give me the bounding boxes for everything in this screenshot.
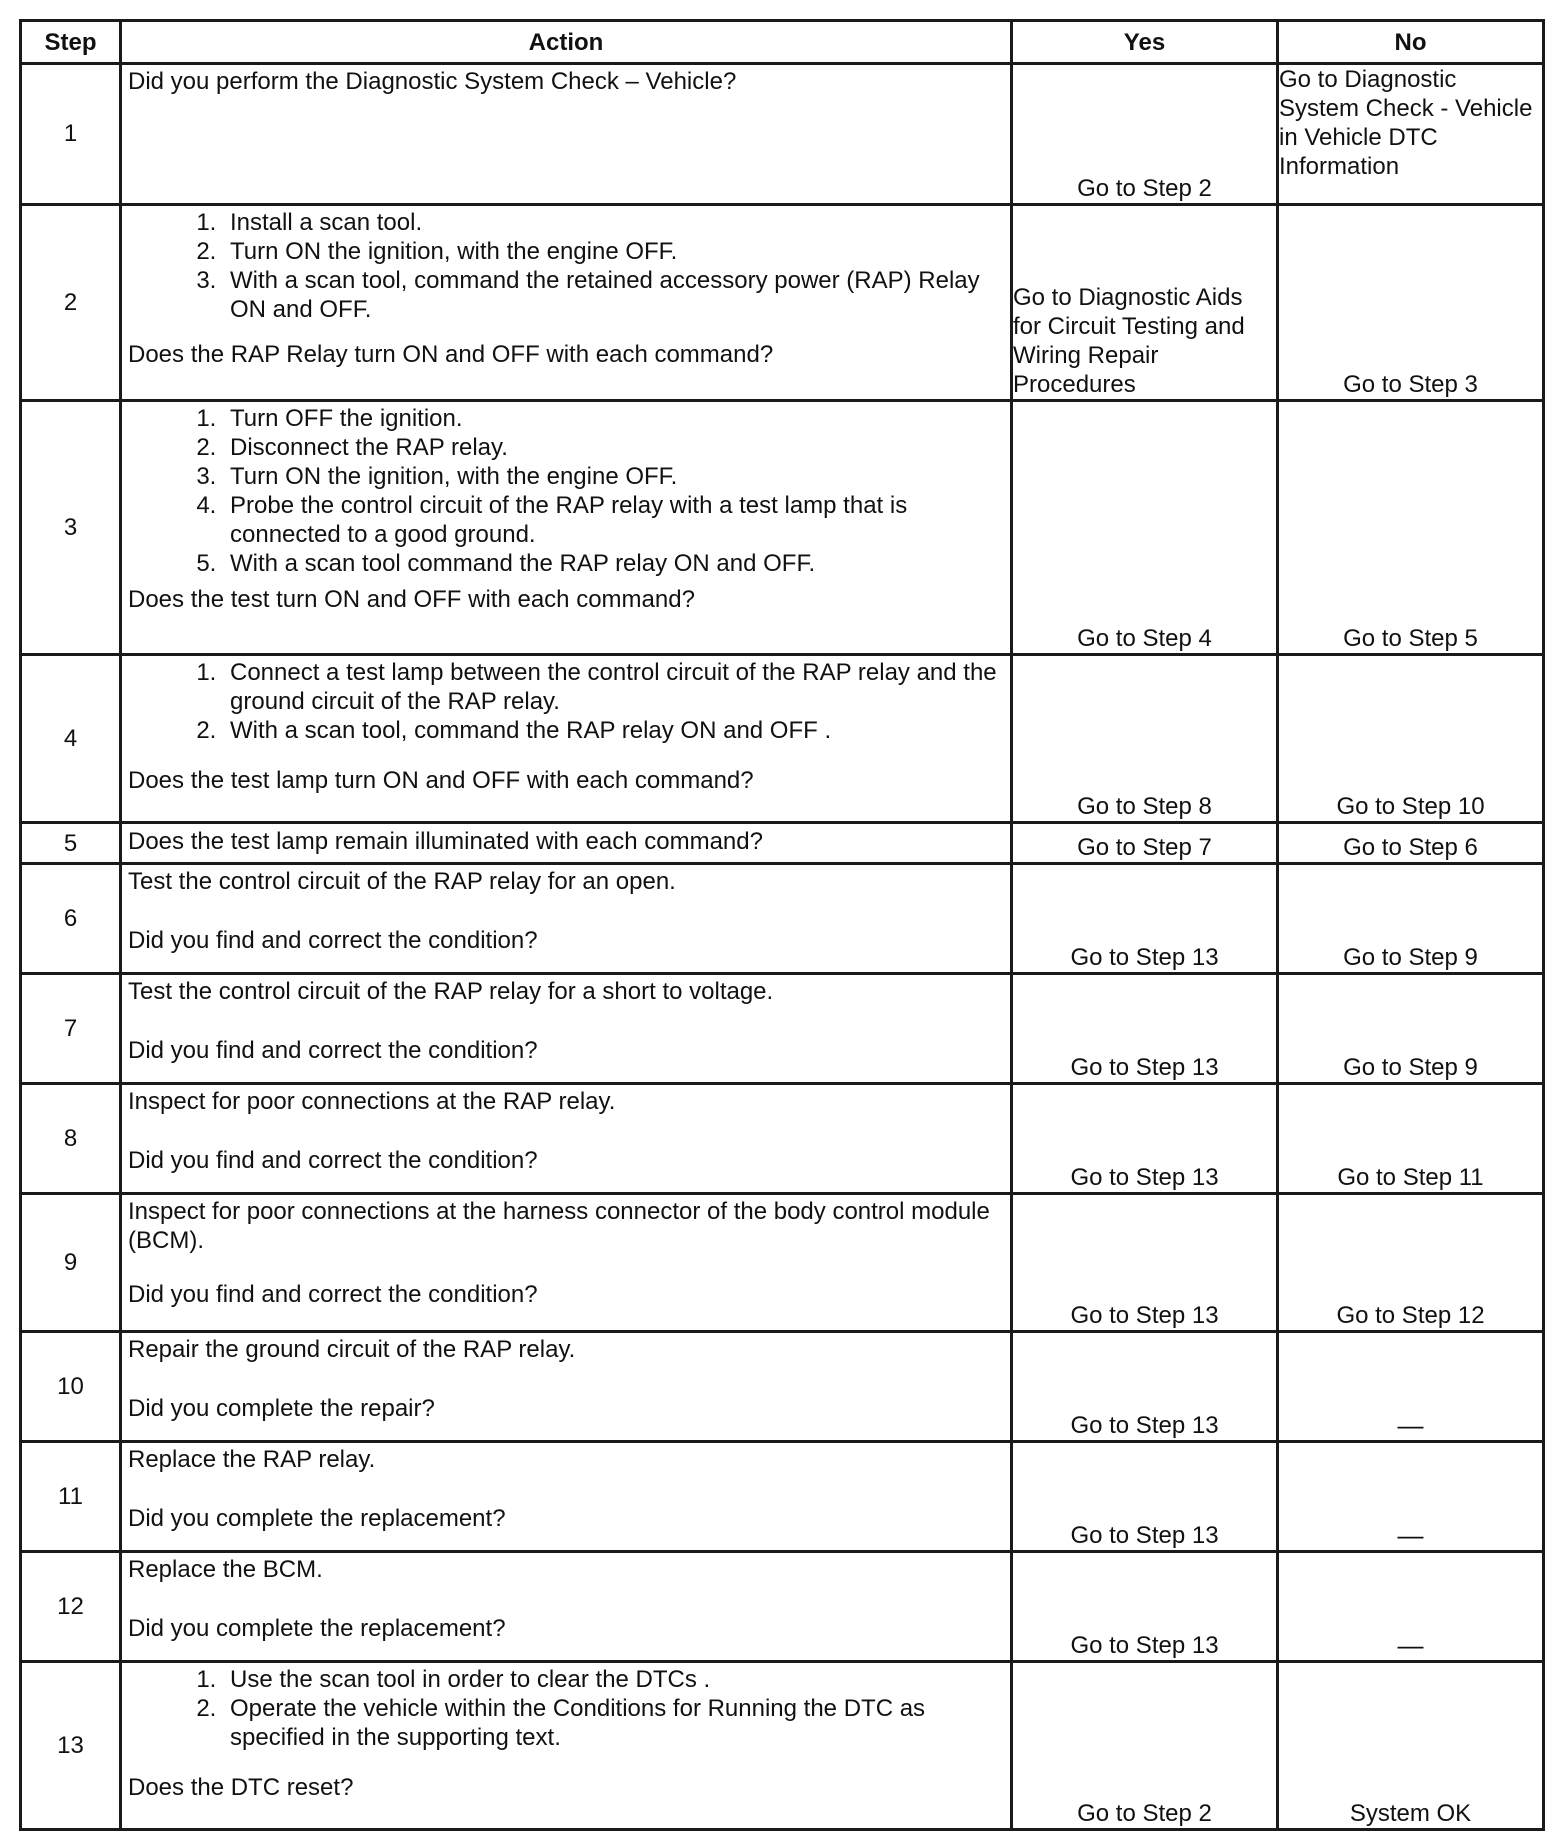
step-number: 4	[21, 655, 121, 823]
action-cell	[121, 64, 1012, 205]
no-result: —	[1278, 1332, 1544, 1442]
yes-result: Go to Step 2	[1012, 64, 1278, 205]
action-instruction: Test the control circuit of the RAP relay for a short to voltage.	[128, 978, 774, 1006]
action-cell	[121, 1084, 1012, 1194]
no-result: System OK	[1278, 1662, 1544, 1830]
table-row	[21, 64, 1544, 205]
procedure-item: 3. With a scan tool, command the retained accessory power (RAP) Relay ON and OFF.	[223, 266, 1004, 324]
table-row	[21, 655, 1544, 823]
yes-result: Go to Step 4	[1012, 400, 1278, 654]
action-question: Did you complete the replacement?	[128, 1505, 506, 1533]
table-row	[21, 400, 1544, 654]
procedure-list	[128, 1665, 1004, 1752]
procedure-item: 2. With a scan tool, command the RAP relay ON and OFF .	[223, 716, 1004, 745]
step-number: 6	[21, 864, 121, 974]
no-result: Go to Step 9	[1278, 864, 1544, 974]
action-question: Does the test turn ON and OFF with each command?	[128, 585, 695, 613]
no-result: Go to Step 6	[1278, 822, 1544, 863]
action-question: Did you complete the replacement?	[128, 1615, 506, 1643]
no-result: —	[1278, 1442, 1544, 1552]
action-question: Did you find and correct the condition?	[128, 1280, 538, 1308]
step-number: 9	[21, 1193, 121, 1331]
action-question: Did you find and correct the condition?	[128, 1037, 538, 1065]
action-cell	[121, 400, 1012, 654]
table-row	[21, 1332, 1544, 1442]
action-cell	[121, 822, 1012, 863]
action-question: Did you find and correct the condition?	[128, 1147, 538, 1175]
action-cell	[121, 1442, 1012, 1552]
action-instruction: Replace the BCM.	[128, 1556, 323, 1584]
action-cell	[121, 204, 1012, 400]
procedure-item: 4. Probe the control circuit of the RAP relay with a test lamp that is connected to a good ground.	[223, 491, 1004, 549]
header-step: Step	[21, 21, 121, 64]
table-row	[21, 1084, 1544, 1194]
yes-result: Go to Step 13	[1012, 1193, 1278, 1331]
table-row	[21, 204, 1544, 400]
table-row	[21, 864, 1544, 974]
yes-result: Go to Step 13	[1012, 864, 1278, 974]
yes-result: Go to Step 13	[1012, 1084, 1278, 1194]
yes-result: Go to Step 2	[1012, 1662, 1278, 1830]
yes-result: Go to Step 7	[1012, 822, 1278, 863]
action-instruction: Repair the ground circuit of the RAP relay.	[128, 1336, 576, 1364]
table-row	[21, 1662, 1544, 1830]
action-cell	[121, 655, 1012, 823]
procedure-item: 1. Turn OFF the ignition.	[223, 404, 1004, 433]
no-result: Go to Step 5	[1278, 400, 1544, 654]
action-instruction: Test the control circuit of the RAP relay for an open.	[128, 868, 676, 896]
table-row	[21, 822, 1544, 863]
table-row	[21, 1193, 1544, 1331]
procedure-item: 1. Use the scan tool in order to clear the DTCs .	[223, 1665, 1004, 1694]
header-action: Action	[121, 21, 1012, 64]
procedure-list	[128, 208, 1004, 324]
action-cell	[121, 1332, 1012, 1442]
procedure-item: 2. Disconnect the RAP relay.	[223, 433, 1004, 462]
procedure-item: 1. Connect a test lamp between the control circuit of the RAP relay and the ground circuit of the RAP relay.	[223, 658, 1004, 716]
yes-result: Go to Diagnostic Aids for Circuit Testing and Wiring Repair Procedures	[1012, 204, 1278, 400]
action-question: Did you complete the repair?	[128, 1395, 435, 1423]
yes-result: Go to Step 13	[1012, 1552, 1278, 1662]
no-result: Go to Diagnostic System Check - Vehicle in Vehicle DTC Information	[1278, 64, 1544, 205]
step-number: 12	[21, 1552, 121, 1662]
procedure-list	[128, 658, 1004, 745]
no-result: Go to Step 12	[1278, 1193, 1544, 1331]
action-instruction: Did you perform the Diagnostic System Check – Vehicle?	[128, 68, 737, 95]
header-row	[21, 21, 1544, 64]
action-instruction: Replace the RAP relay.	[128, 1446, 376, 1474]
no-result: Go to Step 11	[1278, 1084, 1544, 1194]
action-instruction: Inspect for poor connections at the harness connector of the body control module (BCM).	[128, 1197, 990, 1254]
table-row	[21, 974, 1544, 1084]
procedure-item: 3. Turn ON the ignition, with the engine OFF.	[223, 462, 1004, 491]
procedure-item: 1. Install a scan tool.	[223, 208, 1004, 237]
step-number: 5	[21, 822, 121, 863]
step-number: 10	[21, 1332, 121, 1442]
action-question: Does the RAP Relay turn ON and OFF with each command?	[128, 340, 774, 368]
header-no: No	[1278, 21, 1544, 64]
yes-result: Go to Step 8	[1012, 655, 1278, 823]
action-cell	[121, 864, 1012, 974]
procedure-item: 5. With a scan tool command the RAP relay ON and OFF.	[223, 549, 1004, 578]
action-question: Does the test lamp turn ON and OFF with each command?	[128, 767, 754, 795]
yes-result: Go to Step 13	[1012, 1442, 1278, 1552]
no-result: Go to Step 9	[1278, 974, 1544, 1084]
procedure-item: 2. Turn ON the ignition, with the engine OFF.	[223, 237, 1004, 266]
step-number: 1	[21, 64, 121, 205]
procedure-item: 2. Operate the vehicle within the Conditions for Running the DTC as specified in the supporting text.	[223, 1694, 1004, 1752]
action-cell	[121, 1662, 1012, 1830]
action-instruction: Inspect for poor connections at the RAP relay.	[128, 1088, 616, 1116]
step-number: 8	[21, 1084, 121, 1194]
diagnostic-table	[19, 19, 1545, 1831]
action-cell	[121, 1552, 1012, 1662]
action-cell	[121, 974, 1012, 1084]
action-question: Did you find and correct the condition?	[128, 927, 538, 955]
yes-result: Go to Step 13	[1012, 1332, 1278, 1442]
table-row	[21, 1552, 1544, 1662]
step-number: 7	[21, 974, 121, 1084]
header-yes: Yes	[1012, 21, 1278, 64]
action-cell	[121, 1193, 1012, 1331]
no-result: —	[1278, 1552, 1544, 1662]
step-number: 13	[21, 1662, 121, 1830]
yes-result: Go to Step 13	[1012, 974, 1278, 1084]
table-row	[21, 1442, 1544, 1552]
procedure-list	[128, 404, 1004, 578]
step-number: 2	[21, 204, 121, 400]
no-result: Go to Step 3	[1278, 204, 1544, 400]
step-number: 3	[21, 400, 121, 654]
action-question: Does the test lamp remain illuminated with each command?	[128, 827, 763, 855]
step-number: 11	[21, 1442, 121, 1552]
action-question: Does the DTC reset?	[128, 1774, 354, 1802]
no-result: Go to Step 10	[1278, 655, 1544, 823]
